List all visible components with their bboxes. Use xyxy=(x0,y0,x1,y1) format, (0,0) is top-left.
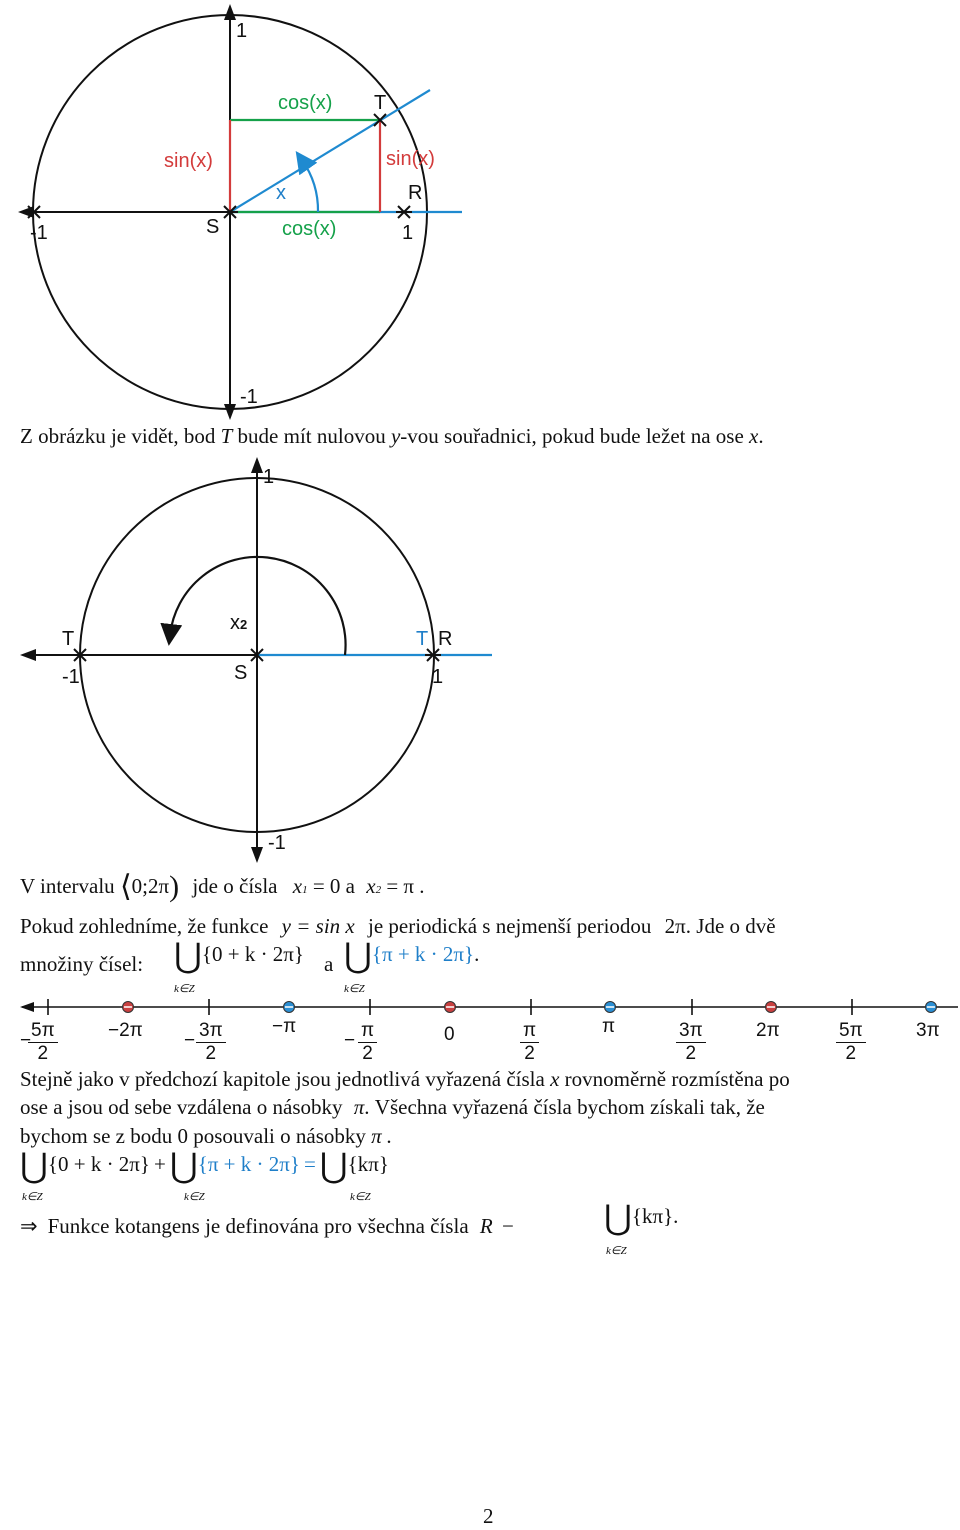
sets-and: a xyxy=(324,952,334,976)
union-equation: ⋃{0 + k · 2π} + ⋃{π + k · 2π} = ⋃{kπ} xyxy=(20,1148,389,1185)
fig1-label-S: S xyxy=(206,216,220,238)
tick-label-pi: π xyxy=(602,1016,616,1037)
tick-label-neg-3pi-2: − 3π 2 xyxy=(196,1020,226,1065)
paragraph-2-line-2: ose a jsou od sebe vzdálena o násobky π. Všechna vyřazená čísla bychom získali tak, že xyxy=(20,1095,765,1119)
fig1-label-left: -1 xyxy=(30,222,48,244)
tick-label-zero: 0 xyxy=(444,1024,455,1045)
fig2-label-left: -1 xyxy=(62,666,80,688)
paragraph-1: Z obrázku je vidět, bod T bude mít nulovou y-vou souřadnici, pokud bude ležet na ose x. xyxy=(20,424,764,448)
paragraph-2-line-3: bychom se z bodu 0 posouvali o násobky π . xyxy=(20,1124,393,1148)
tick-label-3pi-2: $\frac{3\pi}{2}$ xyxy=(676,1020,706,1065)
fig2-label-right: 1 xyxy=(432,666,444,688)
union-index-2: k∈Z xyxy=(344,983,365,995)
fig2-label-S: S xyxy=(234,662,248,684)
fig1-label-cos-bottom: cos(x) xyxy=(282,218,337,240)
fig1-label-cos-top: cos(x) xyxy=(278,92,333,114)
fig2-label-T-right: T xyxy=(416,628,429,650)
fig1-label-R: R xyxy=(408,182,423,204)
tick-label-neg-2pi: −2π xyxy=(108,1020,143,1041)
paragraph-2-line-1: Stejně jako v předchozí kapitole jsou jednotlivá vyřazená čísla x rovnoměrně rozmístěna po xyxy=(20,1067,790,1091)
conclusion-union: ⋃{kπ}. xyxy=(604,1200,679,1237)
page-number: 2 xyxy=(483,1504,494,1528)
union-set-2: ⋃{π + k · 2π}. xyxy=(344,938,480,975)
union-eq-index-2: k∈Z xyxy=(184,1191,205,1203)
tick-label-neg-pi: −π xyxy=(272,1016,297,1037)
fig2-label-top: 1 xyxy=(263,466,275,488)
fig1-label-sin-right: sin(x) xyxy=(386,148,435,170)
fig1-label-right: 1 xyxy=(402,222,414,244)
union-eq-index-1: k∈Z xyxy=(22,1191,43,1203)
fig2-label-T-left: T xyxy=(62,628,75,650)
unit-circle-figure-1 xyxy=(0,0,960,420)
fig2-label-x2: x2 xyxy=(230,612,248,634)
conclusion-index: k∈Z xyxy=(606,1245,627,1257)
union-set-1: ⋃{0 + k · 2π} xyxy=(174,938,304,975)
tick-label-neg-5pi-2: − 5π 2 xyxy=(28,1020,58,1065)
union-eq-index-3: k∈Z xyxy=(350,1191,371,1203)
union-index-1: k∈Z xyxy=(174,983,195,995)
fig1-label-top: 1 xyxy=(236,20,248,42)
tick-label-5pi-2: $\frac{5\pi}{2}$ xyxy=(836,1020,866,1065)
periodicity-line: Pokud zohledníme, že funkce y = sin x je periodická s nejmenší periodou 2π. Jde o dvě xyxy=(20,914,776,938)
fig2-label-R: R xyxy=(438,628,453,650)
sets-line: množiny čísel: xyxy=(20,952,144,976)
fig1-label-sin-left: sin(x) xyxy=(164,150,213,172)
unit-circle-figure-2 xyxy=(0,455,960,865)
fig1-label-T: T xyxy=(374,92,387,114)
interval-line: V intervalu ⟨0;2π) jde o čísla x1 = 0 a x2 = π . xyxy=(20,870,425,903)
fig1-label-x: x xyxy=(276,182,286,204)
tick-label-3pi: 3π xyxy=(916,1020,940,1041)
fig2-label-bottom: -1 xyxy=(268,832,286,854)
conclusion-line: ⇒ Funkce kotangens je definována pro všechna čísla R − xyxy=(20,1214,514,1238)
fig1-label-bottom: -1 xyxy=(240,386,258,408)
tick-label-neg-pi-2: − π 2 xyxy=(358,1020,377,1065)
tick-label-2pi: 2π xyxy=(756,1020,780,1041)
tick-label-pi-2: $\frac{\pi}{2}$ xyxy=(520,1020,539,1065)
number-line xyxy=(0,990,960,1030)
